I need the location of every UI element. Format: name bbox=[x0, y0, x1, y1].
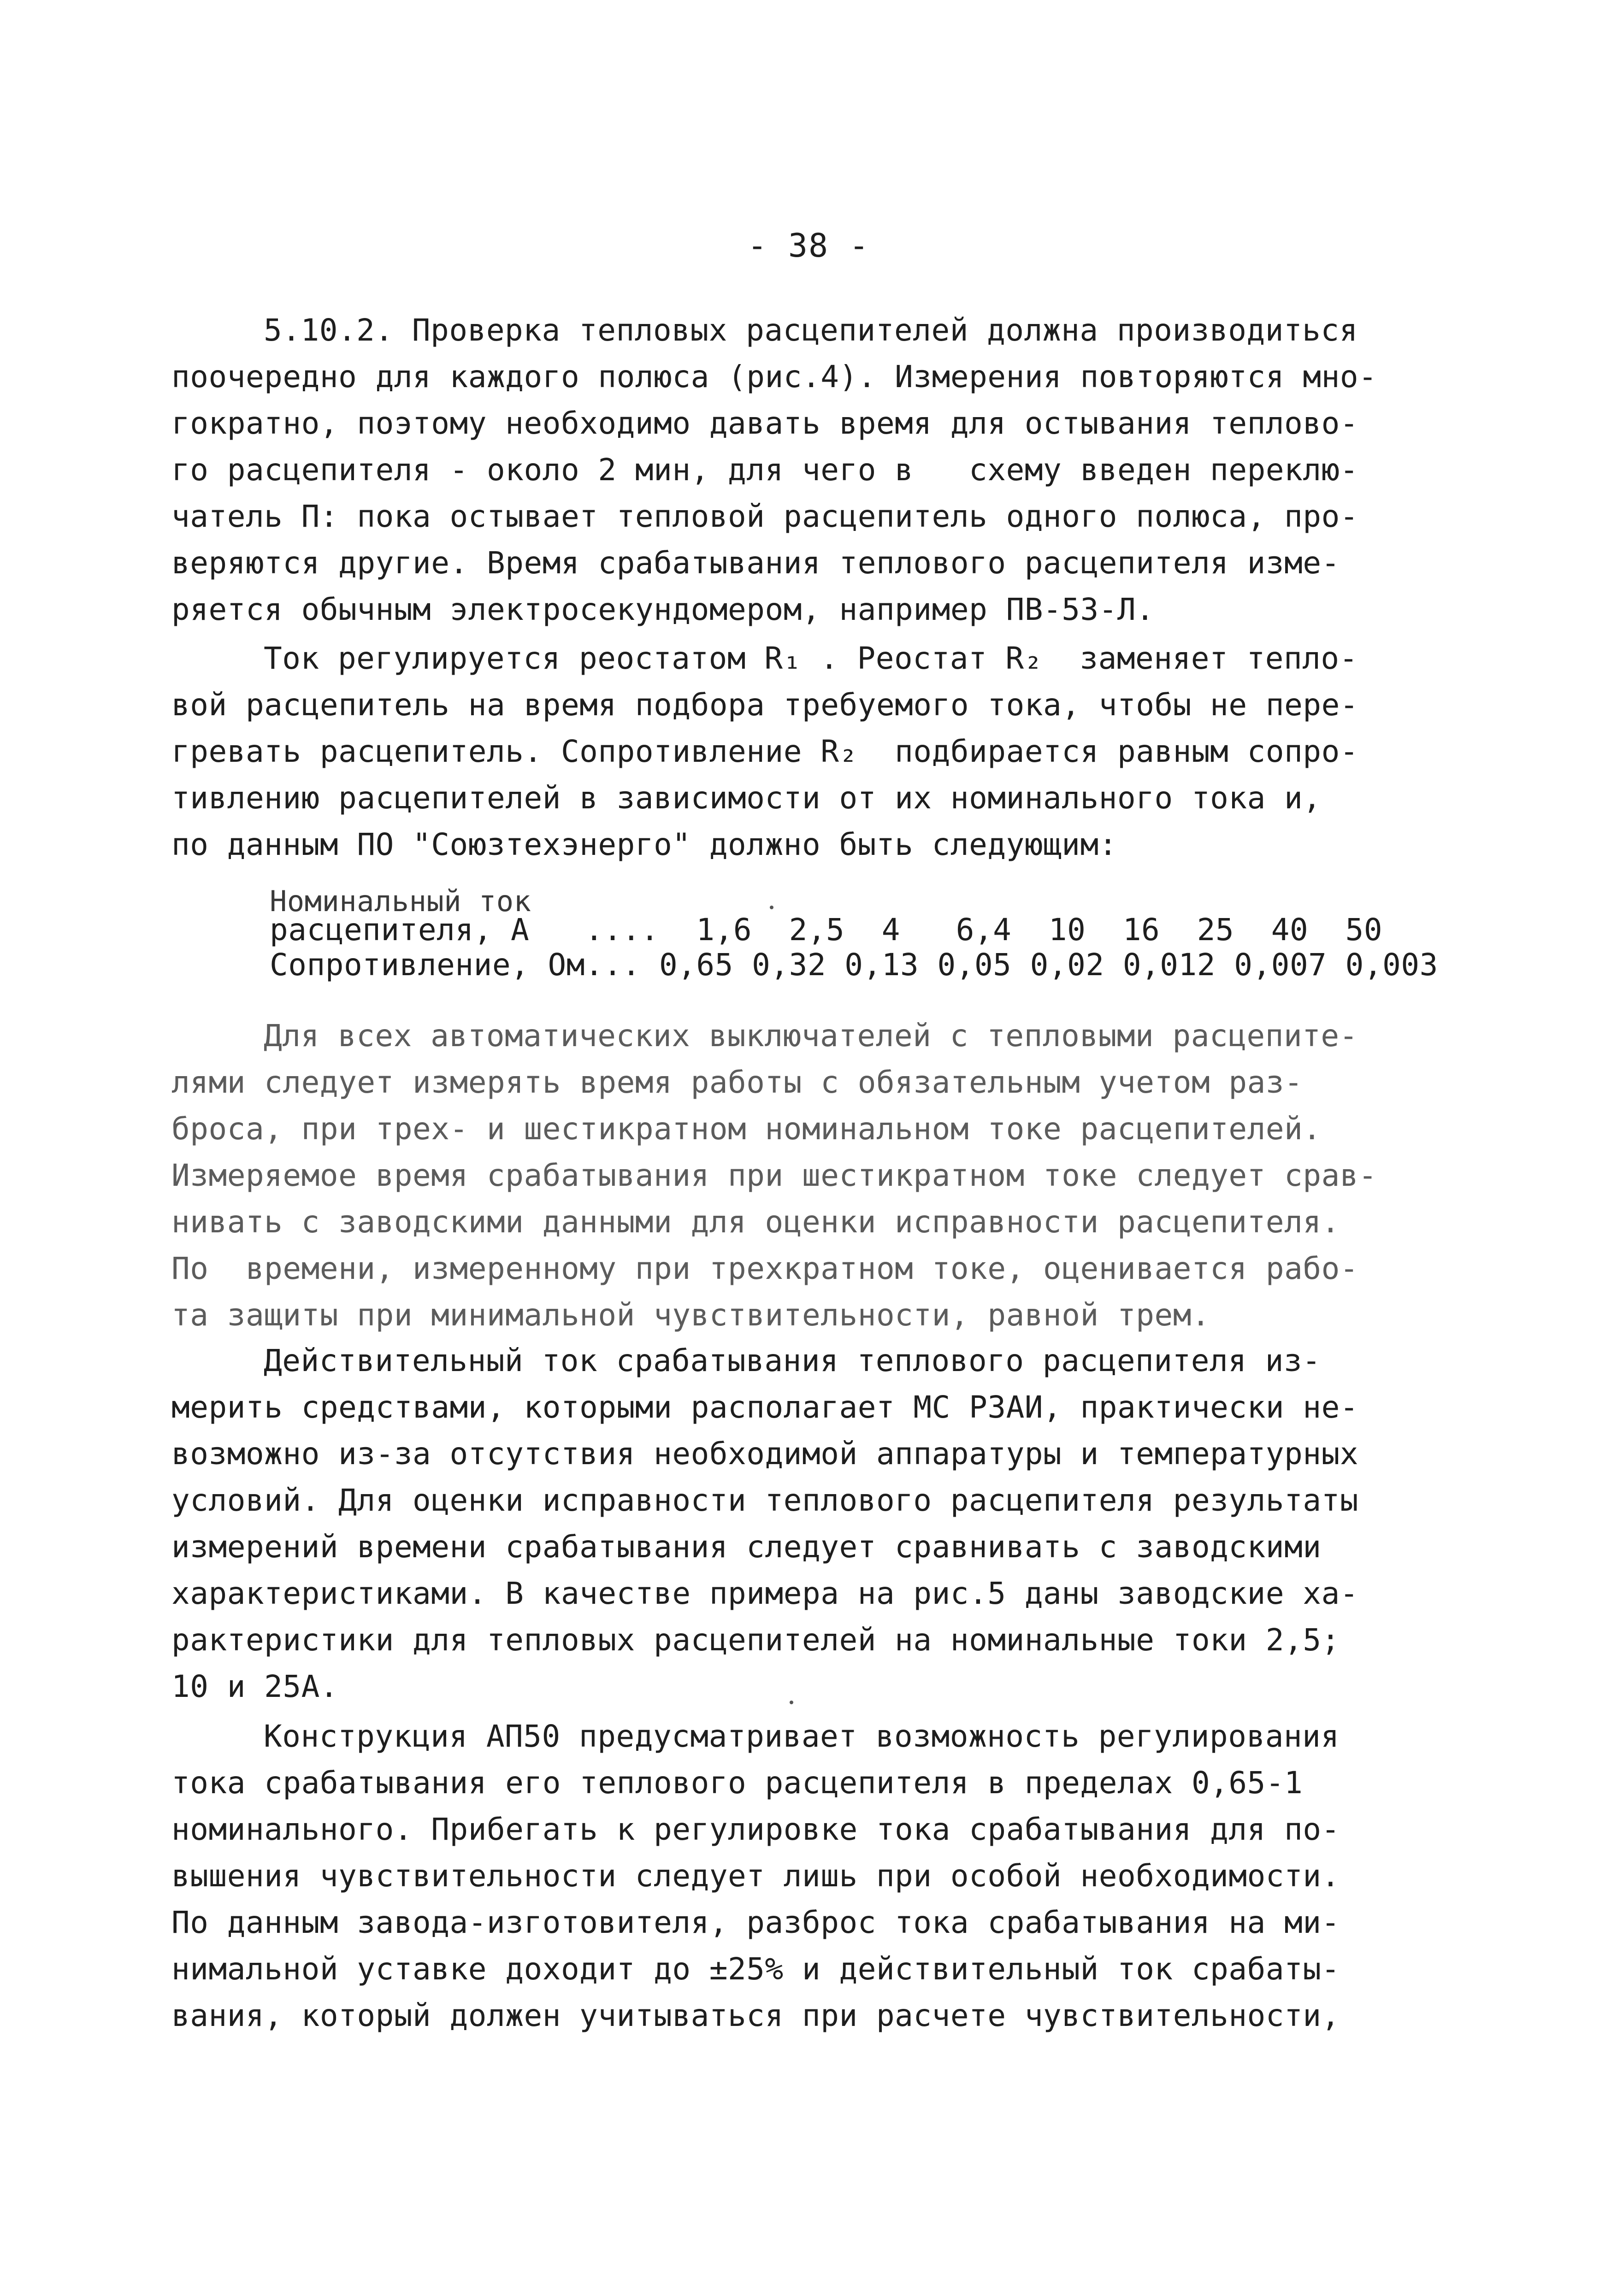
text-line: тока срабатывания его теплового расцепителя в пределах 0,65-1 bbox=[171, 1765, 1303, 1801]
text-line: номинального. Прибегать к регулировке тока срабатывания для по- bbox=[171, 1812, 1340, 1847]
text-line: характеристиками. В качестве примера на рис.5 даны заводские ха- bbox=[171, 1576, 1359, 1611]
text-line: измерений времени срабатывания следует сравнивать с заводскими bbox=[171, 1529, 1322, 1565]
text-line: ряется обычным электросекундомером, например ПВ-53-Л. bbox=[171, 592, 1155, 627]
text-line: Действительный ток срабатывания теплового расцепителя из- bbox=[264, 1343, 1321, 1378]
text-line: чатель П: пока остывает тепловой расцепитель одного полюса, про- bbox=[171, 499, 1359, 534]
text-line: гократно, поэтому необходимо давать время для остывания теплово- bbox=[171, 406, 1359, 441]
text-line: вой расцепитель на время подбора требуемого тока, чтобы не пере- bbox=[171, 687, 1359, 723]
text-line: броса, при трех- и шестикратном номинальном токе расцепителей. bbox=[171, 1111, 1322, 1147]
text-line: 5.10.2. Проверка тепловых расцепителей должна производиться bbox=[264, 312, 1358, 348]
table-row-resistance: Сопротивление, Ом... 0,65 0,32 0,13 0,05 0,02 0,012 0,007 0,003 bbox=[270, 947, 1438, 983]
scan-speck bbox=[770, 906, 773, 909]
table-row-label: Номинальный ток bbox=[270, 884, 531, 918]
text-line: Для всех автоматических выключателей с тепловыми расцепите- bbox=[264, 1018, 1358, 1054]
text-line: по данным ПО "Союзтехэнерго" должно быть следующим: bbox=[171, 827, 1118, 862]
text-line: та защиты при минимальной чувствительности, равной трем. bbox=[171, 1297, 1210, 1333]
text-line: рактеристики для тепловых расцепителей на номинальные токи 2,5; bbox=[171, 1622, 1340, 1658]
text-line: поочередно для каждого полюса (рис.4). Измерения повторяются мно- bbox=[171, 359, 1377, 394]
text-line: По данным завода-изготовителя, разброс тока срабатывания на ми- bbox=[171, 1905, 1340, 1940]
text-line: тивлению расцепителей в зависимости от их номинального тока и, bbox=[171, 780, 1322, 816]
scan-speck bbox=[790, 1701, 793, 1704]
paragraph-current-regulation bbox=[171, 643, 1416, 876]
text-line: Конструкция АП50 предусматривает возможность регулирования bbox=[264, 1719, 1340, 1754]
text-line: нивать с заводскими данными для оценки исправности расцепителя. bbox=[171, 1204, 1340, 1240]
text-line: гревать расцепитель. Сопротивление R₂ подбирается равным сопро- bbox=[171, 734, 1359, 769]
paragraph-thermal-release-check bbox=[171, 312, 1416, 641]
resistance-table bbox=[270, 884, 1468, 985]
paragraph-actual-current bbox=[171, 1343, 1416, 1718]
text-line: лями следует измерять время работы с обязательным учетом раз- bbox=[171, 1065, 1303, 1100]
text-line: го расцепителя - около 2 мин, для чего в схему введен переклю- bbox=[171, 452, 1359, 488]
text-line: вышения чувствительности следует лишь при особой необходимости. bbox=[171, 1858, 1340, 1894]
text-line: нимальной уставке доходит до ±25% и действительный ток срабаты- bbox=[171, 1951, 1340, 1987]
text-line: возможно из-за отсутствия необходимой аппаратуры и температурных bbox=[171, 1436, 1359, 1472]
paragraph-ap50-construction bbox=[171, 1721, 1416, 2047]
text-line: веряются другие. Время срабатывания теплового расцепителя изме- bbox=[171, 545, 1340, 581]
text-line: мерить средствами, которыми располагает МС РЗАИ, практически не- bbox=[171, 1389, 1359, 1425]
text-line: условий. Для оценки исправности теплового расцепителя результаты bbox=[171, 1483, 1359, 1518]
page-number: - 38 - bbox=[747, 227, 870, 265]
paragraph-time-measurement bbox=[171, 1018, 1416, 1347]
table-row-nominal-current: расцепителя, А .... 1,6 2,5 4 6,4 10 16 25 40 50 bbox=[270, 912, 1383, 948]
text-line: Ток регулируется реостатом R₁ . Реостат R₂ заменяет тепло- bbox=[264, 641, 1358, 676]
text-line: По времени, измеренному при трехкратном токе, оценивается рабо- bbox=[171, 1251, 1359, 1286]
text-line: 10 и 25А. bbox=[171, 1669, 339, 1704]
text-line: вания, который должен учитываться при расчете чувствительности, bbox=[171, 1998, 1340, 2033]
text-line: Измеряемое время срабатывания при шестикратном токе следует срав- bbox=[171, 1158, 1377, 1193]
